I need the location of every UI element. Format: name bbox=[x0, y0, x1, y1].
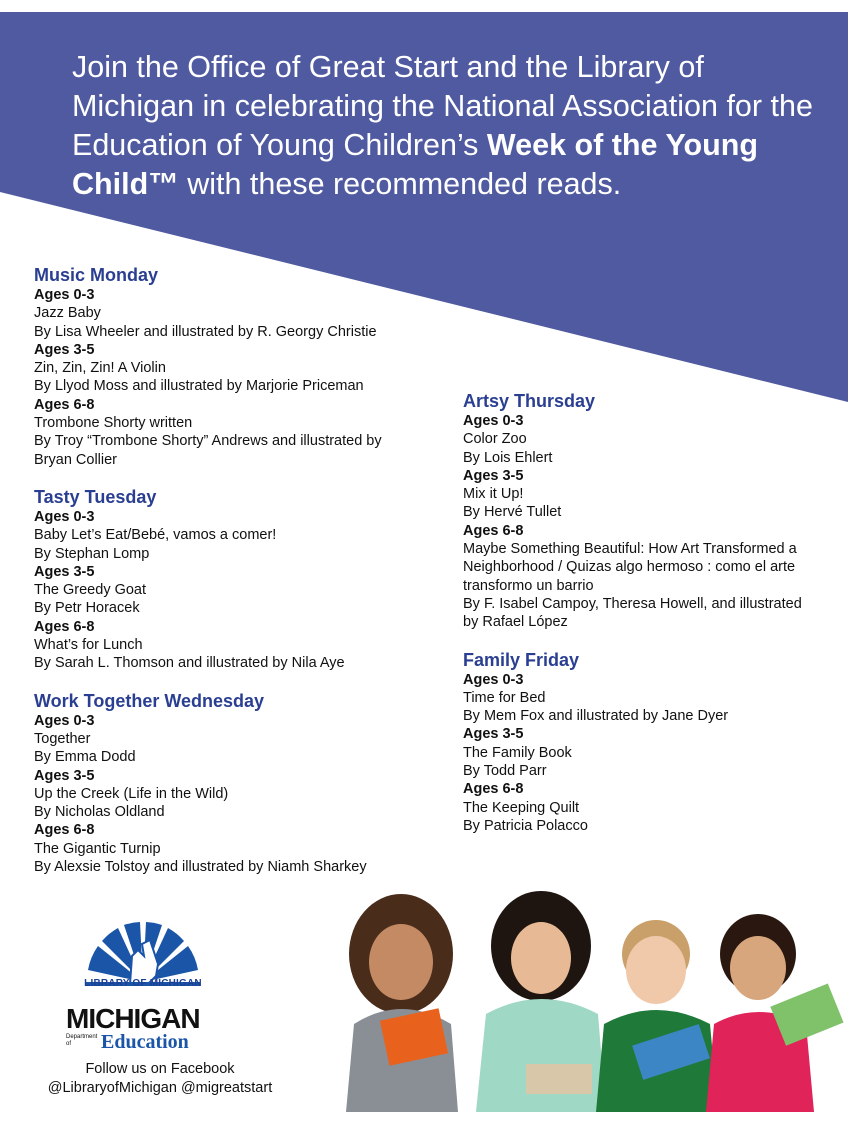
book-author: By F. Isabel Campoy, Theresa Howell, and illustrated bbox=[463, 595, 802, 612]
book-title: The Family Book bbox=[463, 744, 572, 761]
book-title: Jazz Baby bbox=[34, 305, 101, 322]
book-author: By Nicholas Oldland bbox=[34, 804, 165, 821]
book-author: By Hervé Tullet bbox=[463, 504, 562, 521]
age-label: Ages 6-8 bbox=[463, 522, 524, 539]
age-label: Ages 6-8 bbox=[34, 618, 95, 635]
headline-bold: Week of the Young Child™ bbox=[72, 128, 759, 201]
age-label: Ages 3-5 bbox=[463, 726, 524, 743]
day-title: Work Together Wednesday bbox=[34, 690, 265, 711]
book-title: Mix it Up! bbox=[463, 486, 524, 503]
age-label: Ages 6-8 bbox=[34, 396, 95, 413]
headline bbox=[72, 48, 822, 204]
age-label: Ages 6-8 bbox=[34, 822, 95, 839]
book-author: By Patricia Polacco bbox=[463, 817, 588, 834]
age-label: Ages 6-8 bbox=[463, 781, 524, 798]
children-reading-photo bbox=[306, 884, 848, 1112]
book-author: By Troy “Trombone Shorty” Andrews and illustrated by bbox=[34, 433, 382, 450]
headline-prefix: Join the Office of Great Start and the Library of Michigan in celebrating the National Association for the Education of Young Children’s bbox=[72, 50, 813, 162]
day-title: Tasty Tuesday bbox=[34, 486, 157, 507]
age-label: Ages 3-5 bbox=[34, 341, 95, 358]
day-title: Music Monday bbox=[34, 265, 159, 285]
age-label: Ages 0-3 bbox=[463, 671, 524, 688]
book-author: By Petr Horacek bbox=[34, 600, 140, 617]
age-label: Ages 0-3 bbox=[34, 508, 95, 525]
book-author: By Llyod Moss and illustrated by Marjorie Priceman bbox=[34, 378, 364, 395]
day-section-music-monday bbox=[34, 264, 434, 469]
mde-education-text: Education bbox=[101, 1031, 189, 1053]
follow-line: Follow us on Facebook bbox=[85, 1061, 235, 1077]
age-label: Ages 3-5 bbox=[34, 767, 95, 784]
book-author: By Lois Ehlert bbox=[463, 449, 553, 466]
mde-wordmark: MICHIGAN bbox=[66, 1003, 200, 1034]
age-label: Ages 3-5 bbox=[34, 563, 95, 580]
follow-handles: @LibraryofMichigan @migreatstart bbox=[47, 1079, 273, 1096]
book-author: by Rafael López bbox=[463, 614, 568, 631]
book-author: By Lisa Wheeler and illustrated by R. Georgy Christie bbox=[34, 323, 377, 340]
mde-dept-text: Department of bbox=[66, 1034, 98, 1047]
book-title: The Gigantic Turnip bbox=[34, 840, 161, 857]
left-column bbox=[34, 264, 434, 893]
book-author: By Stephan Lomp bbox=[34, 545, 150, 562]
footer-logos bbox=[30, 900, 290, 1110]
book-title: The Keeping Quilt bbox=[463, 799, 580, 816]
day-section-artsy-thursday bbox=[463, 390, 833, 632]
book-author: By Alexsie Tolstoy and illustrated by Niamh Sharkey bbox=[34, 859, 367, 876]
day-section-tasty-tuesday bbox=[34, 486, 434, 673]
book-title: Up the Creek (Life in the Wild) bbox=[34, 785, 229, 802]
right-column bbox=[463, 390, 833, 852]
book-title: transformo un barrio bbox=[463, 577, 594, 594]
book-title: Zin, Zin, Zin! A Violin bbox=[34, 360, 166, 377]
day-title: Artsy Thursday bbox=[463, 391, 596, 411]
age-label: Ages 0-3 bbox=[34, 287, 95, 303]
book-author: By Emma Dodd bbox=[34, 749, 136, 766]
day-section-work-together-wednesday bbox=[34, 690, 434, 877]
book-title: Maybe Something Beautiful: How Art Transformed a bbox=[463, 541, 797, 558]
social-follow bbox=[30, 1060, 290, 1097]
book-title: The Greedy Goat bbox=[34, 582, 147, 599]
book-title: Time for Bed bbox=[463, 689, 546, 706]
book-author: By Mem Fox and illustrated by Jane Dyer bbox=[463, 708, 729, 725]
day-section-family-friday bbox=[463, 649, 833, 836]
book-author: By Todd Parr bbox=[463, 763, 547, 780]
book-title: Neighborhood / Quizas algo hermoso : como el arte bbox=[463, 559, 796, 576]
book-author: Bryan Collier bbox=[34, 451, 117, 468]
book-title: Together bbox=[34, 730, 91, 747]
book-title: What’s for Lunch bbox=[34, 637, 143, 654]
library-logo-text: LIBRARY OF MICHIGAN bbox=[84, 978, 202, 989]
book-title: Baby Let’s Eat/Bebé, vamos a comer! bbox=[34, 527, 277, 544]
age-label: Ages 0-3 bbox=[463, 413, 524, 429]
book-title: Color Zoo bbox=[463, 431, 527, 448]
book-title: Trombone Shorty written bbox=[34, 415, 193, 432]
headline-suffix: with these recommended reads. bbox=[178, 167, 622, 201]
michigan-department-of-education-logo bbox=[66, 1004, 226, 1056]
book-author: By Sarah L. Thomson and illustrated by Nila Aye bbox=[34, 655, 345, 672]
age-label: Ages 3-5 bbox=[463, 467, 524, 484]
age-label: Ages 0-3 bbox=[34, 712, 95, 729]
day-title: Family Friday bbox=[463, 649, 580, 670]
